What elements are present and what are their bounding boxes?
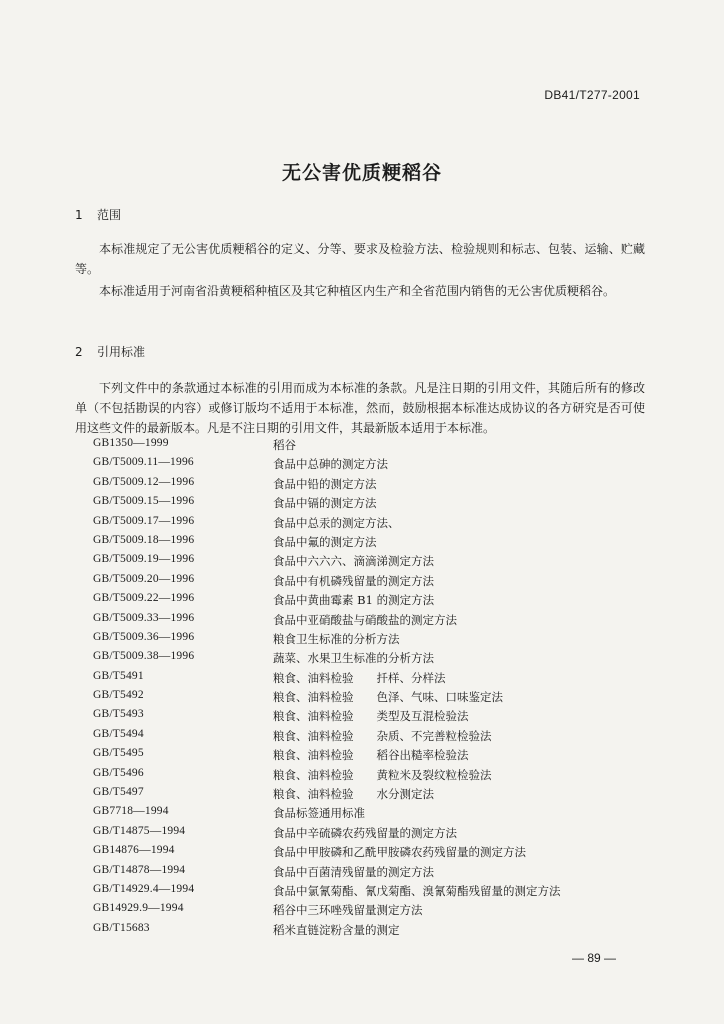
- section-title: 引用标准: [97, 345, 146, 359]
- document-code: DB41/T277-2001: [544, 88, 640, 102]
- reference-row: [93, 670, 653, 689]
- reference-code: GB/T5009.33—1996: [93, 611, 195, 624]
- reference-title: 粮食、油料检验 稻谷出糙率检验法: [273, 748, 469, 763]
- reference-title: 食品中总砷的测定方法: [273, 457, 388, 472]
- reference-title: 食品中百菌清残留量的测定方法: [273, 864, 434, 879]
- reference-title: 粮食、油料检验 类型及互混检验法: [273, 709, 469, 724]
- reference-code: GB/T5496: [93, 766, 144, 779]
- section-2-heading: [75, 343, 145, 360]
- reference-title: 粮食、油料检验 水分测定法: [273, 787, 434, 802]
- reference-title: 粮食、油料检验 色泽、气味、口味鉴定法: [273, 690, 503, 705]
- reference-code: GB/T5497: [93, 786, 144, 799]
- reference-code: GB14929.9—1994: [93, 902, 184, 915]
- reference-row: [93, 437, 653, 456]
- reference-title: 粮食卫生标准的分析方法: [273, 631, 400, 646]
- reference-title: 食品中甲胺磷和乙酰甲胺磷农药残留量的测定方法: [273, 845, 526, 860]
- reference-code: GB/T5009.11—1996: [93, 456, 194, 469]
- reference-row: [93, 708, 653, 727]
- reference-title: 稻谷中三环唑残留量测定方法: [273, 903, 423, 918]
- reference-code: GB/T5009.18—1996: [93, 533, 195, 546]
- reference-row: [93, 825, 653, 844]
- reference-title: 食品中六六六、滴滴涕测定方法: [273, 554, 434, 569]
- reference-title: 食品中镉的测定方法: [273, 496, 377, 511]
- reference-title: 食品中总汞的测定方法、: [273, 515, 400, 530]
- reference-row: [93, 476, 653, 495]
- reference-row: [93, 456, 653, 475]
- section-number: 1: [75, 208, 83, 222]
- reference-row: [93, 534, 653, 553]
- reference-code: GB/T5009.15—1996: [93, 495, 195, 508]
- reference-code: GB/T15683: [93, 921, 150, 934]
- reference-code: GB/T5009.17—1996: [93, 514, 195, 527]
- reference-title: 食品中亚硝酸盐与硝酸盐的测定方法: [273, 612, 457, 627]
- reference-title: 食品中铅的测定方法: [273, 476, 377, 491]
- section-2-paragraph-1: 下列文件中的条款通过本标准的引用而成为本标准的条款。凡是注日期的引用文件，其随后所有的修改单（不包括勘误的内容）或修订版均不适用于本标准，然而，鼓励根据本标准达成协议的各方研究是否可使用这些文件的最新版本。凡是不注日期的引用文件，其最新版本适用于本标准。: [75, 381, 645, 435]
- reference-row: [93, 805, 653, 824]
- reference-code: GB/T5493: [93, 708, 144, 721]
- reference-row: [93, 553, 653, 572]
- reference-row: [93, 612, 653, 631]
- reference-row: [93, 650, 653, 669]
- reference-code: GB1350—1999: [93, 437, 169, 449]
- reference-row: [93, 573, 653, 592]
- reference-code: GB/T5492: [93, 689, 144, 702]
- reference-row: [93, 902, 653, 921]
- reference-row: [93, 864, 653, 883]
- reference-row: [93, 883, 653, 902]
- reference-code: GB14876—1994: [93, 844, 175, 857]
- reference-row: [93, 786, 653, 805]
- reference-title: 稻谷: [273, 438, 296, 452]
- reference-code: GB/T14875—1994: [93, 824, 186, 837]
- reference-title: 食品中黄曲霉素 B1 的测定方法: [273, 593, 435, 608]
- reference-code: GB7718—1994: [93, 805, 169, 818]
- page-title: 无公害优质粳稻谷: [281, 162, 442, 184]
- section-number: 2: [75, 345, 83, 359]
- reference-code: GB/T5009.22—1996: [93, 592, 195, 605]
- reference-row: [93, 515, 653, 534]
- section-1-paragraph-2: 本标准适用于河南省沿黄粳稻种植区及其它种植区内生产和全省范围内销售的无公害优质粳稻谷。: [99, 284, 616, 298]
- reference-title: 蔬菜、水果卫生标准的分析方法: [273, 651, 434, 666]
- reference-code: GB/T5494: [93, 727, 144, 740]
- reference-code: GB/T5495: [93, 747, 144, 760]
- section-1-paragraph-1: 本标准规定了无公害优质粳稻谷的定义、分等、要求及检验方法、检验规则和标志、包装、运输、贮藏等。: [75, 242, 645, 276]
- reference-row: [93, 922, 653, 941]
- reference-list: [93, 437, 653, 941]
- reference-row: [93, 767, 653, 786]
- reference-title: 粮食、油料检验 扦样、分样法: [273, 670, 446, 685]
- reference-title: 食品中有机磷残留量的测定方法: [273, 573, 434, 588]
- reference-code: GB/T5009.20—1996: [93, 572, 195, 585]
- reference-title: 稻米直链淀粉含量的测定: [273, 922, 400, 937]
- reference-row: [93, 495, 653, 514]
- reference-row: [93, 728, 653, 747]
- section-title: 范围: [97, 208, 122, 222]
- reference-title: 粮食、油料检验 杂质、不完善粒检验法: [273, 728, 492, 743]
- reference-row: [93, 689, 653, 708]
- reference-code: GB/T14929.4—1994: [93, 882, 195, 895]
- reference-code: GB/T5491: [93, 669, 144, 682]
- reference-code: GB/T5009.19—1996: [93, 553, 195, 566]
- reference-title: 食品中氯氰菊酯、氰戊菊酯、溴氰菊酯残留量的测定方法: [273, 883, 561, 898]
- reference-title: 食品中辛硫磷农药残留量的测定方法: [273, 825, 457, 840]
- reference-row: [93, 592, 653, 611]
- reference-code: GB/T5009.36—1996: [93, 630, 195, 643]
- reference-code: GB/T14878—1994: [93, 863, 186, 876]
- section-1-heading: [75, 206, 121, 223]
- reference-row: [93, 747, 653, 766]
- reference-row: [93, 631, 653, 650]
- reference-row: [93, 844, 653, 863]
- page-number: — 89 —: [571, 951, 616, 965]
- reference-title: 食品标签通用标准: [273, 806, 365, 821]
- reference-code: GB/T5009.12—1996: [93, 475, 195, 488]
- reference-code: GB/T5009.38—1996: [93, 650, 195, 663]
- reference-title: 粮食、油料检验 黄粒米及裂纹粒检验法: [273, 767, 492, 782]
- reference-title: 食品中氟的测定方法: [273, 534, 377, 549]
